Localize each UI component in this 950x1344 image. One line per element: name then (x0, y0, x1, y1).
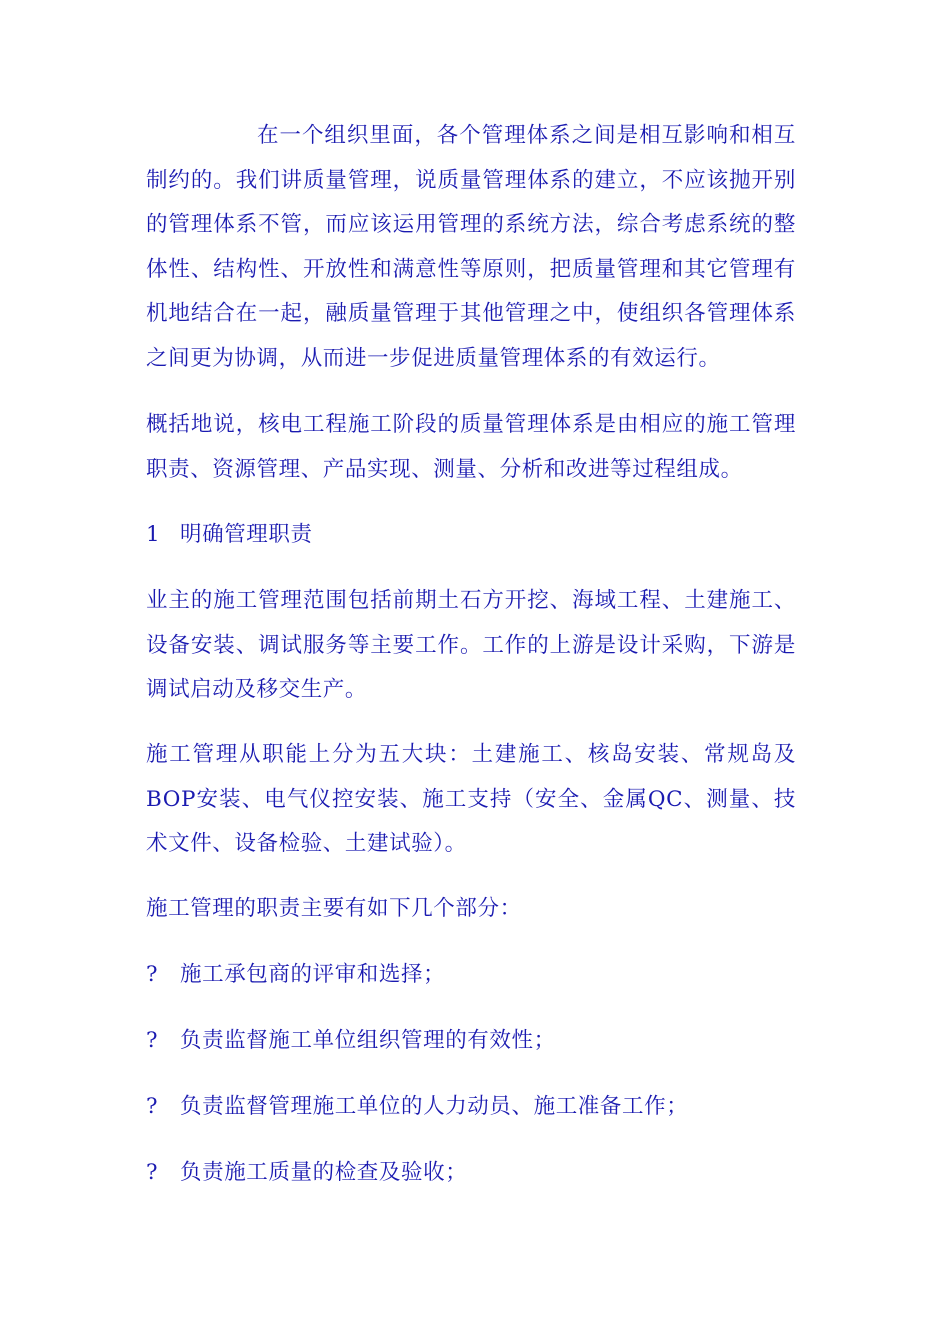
list-item-text: 负责监督施工单位组织管理的有效性； (180, 1028, 556, 1053)
section-title: 明确管理职责 (180, 522, 313, 547)
duties-intro-paragraph: 施工管理的职责主要有如下几个部分： (146, 896, 522, 921)
list-item (146, 1019, 796, 1064)
list-item (146, 1085, 796, 1130)
section-heading (146, 513, 796, 558)
list-item-text: 施工承包商的评审和选择； (180, 962, 446, 987)
list-item-text: 负责监督管理施工单位的人力动员、施工准备工作； (180, 1094, 689, 1119)
intro-paragraph: 在一个组织里面，各个管理体系之间是相互影响和相互制约的。我们讲质量管理，说质量管理体系的建立，不应该抛开别的管理体系不管，而应该运用管理的系统方法，综合考虑系统的整体性、结构性、开放性和满意性等原则，把质量管理和其它管理有机地结合在一起，融质量管理于其他管理之中，使组织各管理体系之间更为协调，从而进一步促进质量管理体系的有效运行。 (146, 123, 796, 371)
functions-paragraph: 施工管理从职能上分为五大块：土建施工、核岛安装、常规岛及BOP安装、电气仪控安装、施工支持（安全、金属QC、测量、技术文件、设备检验、土建试验）。 (146, 742, 796, 856)
section-number: 1 (146, 522, 161, 547)
summary-paragraph: 概括地说，核电工程施工阶段的质量管理体系是由相应的施工管理职责、资源管理、产品实现、测量、分析和改进等过程组成。 (146, 412, 796, 482)
scope-paragraph: 业主的施工管理范围包括前期土石方开挖、海域工程、土建施工、设备安装、调试服务等主要工作。工作的上游是设计采购，下游是调试启动及移交生产。 (146, 588, 796, 702)
list-item-text: 负责施工质量的检查及验收； (180, 1160, 468, 1185)
list-item (146, 1151, 796, 1196)
bullet-marker: ? (146, 1094, 159, 1119)
bullet-marker: ? (146, 962, 159, 987)
bullet-marker: ? (146, 1160, 159, 1185)
bullet-marker: ? (146, 1028, 159, 1053)
list-item (146, 953, 796, 998)
